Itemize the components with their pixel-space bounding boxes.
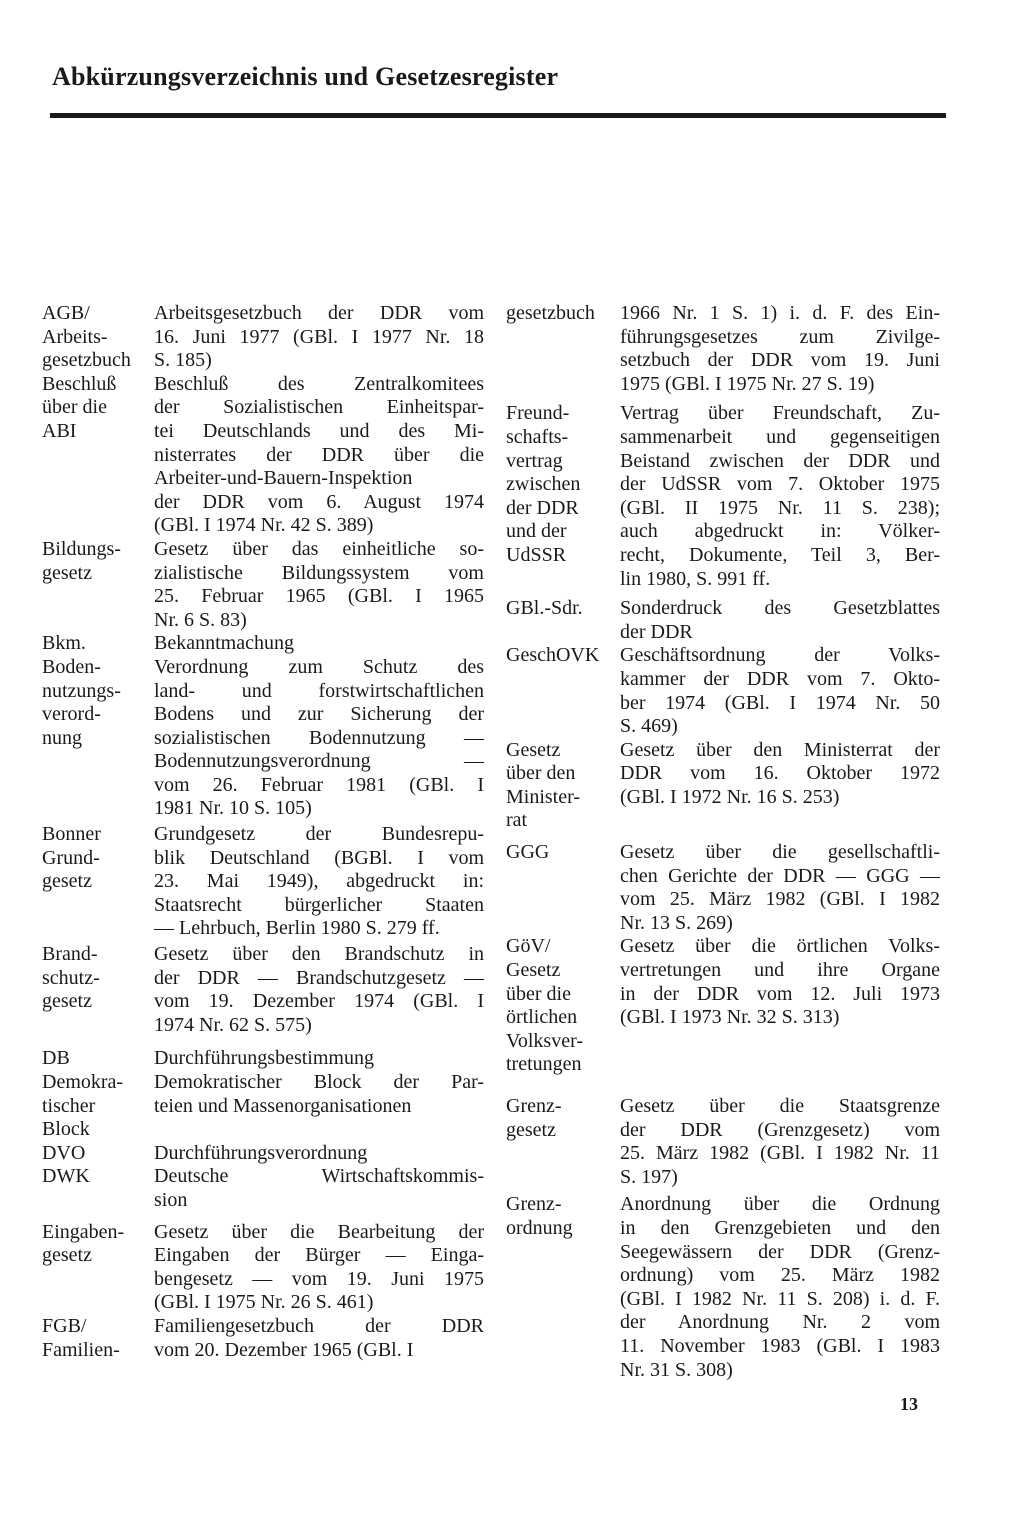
description-line: vom 19. Dezember 1974 (GBl. I [154, 990, 484, 1013]
entry-description [620, 402, 940, 591]
description-line: (GBl. I 1972 Nr. 16 S. 253) [620, 785, 840, 808]
description-line: zialistische Bildungssystem vom [154, 561, 484, 584]
description-line: Gesetz über den Ministerrat der [620, 738, 940, 761]
abbreviation-line: über die [42, 396, 107, 419]
description-line: tei Deutschlands und des Mi- [154, 419, 484, 442]
description-line: Durchführungsbestimmung [154, 1047, 374, 1070]
description-line: Demokratischer Block der Par- [154, 1071, 484, 1093]
description-line: Grundgesetz der Bundesrepu- [154, 823, 484, 846]
page-number: 13 [900, 1394, 918, 1414]
description-line: auch abgedruckt in: Völker- [620, 520, 940, 543]
entry-abbreviation [36, 1165, 154, 1189]
description-line: Vertrag über Freundschaft, Zu- [620, 402, 940, 425]
description-line: vertretungen und ihre Organe [620, 959, 940, 982]
abbreviation-line: GGG [506, 841, 550, 864]
abbreviation-line: Brand- [42, 943, 98, 966]
abbreviation-line: schutz- [42, 966, 100, 989]
entry-abbreviation [498, 739, 620, 833]
abbreviation-line: gesetz [506, 1118, 556, 1141]
description-line: Gesetz über das einheitliche so- [154, 537, 484, 560]
abbreviation-line: gesetz [42, 870, 92, 893]
description-line: Sonderdruck des Gesetzblattes [620, 597, 940, 620]
abbreviation-line: Gesetz [506, 738, 561, 761]
entry-abbreviation [36, 302, 154, 373]
entry-abbreviation [36, 1315, 154, 1362]
entry-description [154, 1165, 484, 1212]
description-line: Beistand zwischen der DDR und [620, 449, 940, 472]
register-entry [498, 739, 940, 833]
abbreviation-line: AGB/ [42, 302, 90, 324]
register-entry [498, 402, 940, 591]
register-entry [36, 823, 484, 941]
entry-description [620, 644, 940, 738]
description-line: lin 1980, S. 991 ff. [620, 567, 771, 590]
description-line: Gesetz über die Bearbeitung der [154, 1220, 484, 1243]
entry-description [154, 632, 484, 656]
description-line: 1975 (GBl. I 1975 Nr. 27 S. 19) [620, 372, 875, 395]
abbreviation-line: der DDR [506, 496, 579, 519]
abbreviation-line: Volksver- [506, 1029, 584, 1052]
abbreviation-line: schafts- [506, 425, 569, 448]
register-entry [36, 373, 484, 538]
entry-abbreviation [36, 1071, 154, 1142]
description-line: 1974 Nr. 62 S. 575) [154, 1013, 312, 1036]
abbreviation-line: über den [506, 762, 576, 785]
description-line: — Lehrbuch, Berlin 1980 S. 279 ff. [154, 917, 440, 940]
description-line: S. 197) [620, 1165, 678, 1188]
description-line: Nr. 13 S. 269) [620, 911, 733, 934]
abbreviation-line: gesetzbuch [506, 302, 595, 324]
abbreviation-line: DVO [42, 1141, 86, 1164]
register-entry [498, 1193, 940, 1382]
description-line: (GBl. I 1975 Nr. 26 S. 461) [154, 1291, 374, 1314]
register-entry [36, 632, 484, 656]
description-line: der DDR (Grenzgesetz) vom [620, 1118, 940, 1141]
description-line: vom 20. Dezember 1965 (GBl. I [154, 1338, 414, 1361]
description-line: 1966 Nr. 1 S. 1) i. d. F. des Ein- [620, 302, 940, 324]
abbreviation-line: Bkm. [42, 632, 86, 655]
description-line: Deutsche Wirtschaftskommis- [154, 1165, 484, 1188]
abbreviation-line: GBl.-Sdr. [506, 597, 583, 620]
entry-abbreviation [498, 935, 620, 1077]
entry-description [154, 1221, 484, 1315]
abbreviation-line: Freund- [506, 402, 570, 425]
description-line: teien und Massenorganisationen [154, 1094, 412, 1117]
abbreviation-line: Grund- [42, 846, 100, 869]
entry-abbreviation [36, 1047, 154, 1071]
entry-abbreviation [498, 302, 620, 326]
register-entry [498, 597, 940, 644]
description-line: land- und forstwirtschaftlichen [154, 679, 484, 702]
abbreviation-line: DB [42, 1047, 70, 1070]
entry-abbreviation [498, 402, 620, 567]
entry-abbreviation [36, 1142, 154, 1166]
abbreviation-line: gesetz [42, 990, 92, 1013]
register-entry [498, 302, 940, 396]
description-line: Eingaben der Bürger — Einga- [154, 1244, 484, 1267]
description-line: Durchführungsverordnung [154, 1141, 368, 1164]
description-line: nisterrates der DDR über die [154, 443, 484, 466]
description-line: S. 185) [154, 349, 212, 372]
abbreviation-line: Demokra- [42, 1071, 124, 1093]
register-entry [498, 1095, 940, 1189]
abbreviation-line: Boden- [42, 655, 101, 678]
abbreviation-line: gesetzbuch [42, 349, 131, 372]
description-line: der UdSSR vom 7. Oktober 1975 [620, 473, 940, 496]
entry-description [154, 538, 484, 632]
entry-abbreviation [498, 644, 620, 668]
description-line: chen Gerichte der DDR — GGG — [620, 864, 940, 887]
description-line: sammenarbeit und gegenseitigen [620, 425, 940, 448]
description-line: kammer der DDR vom 7. Okto- [620, 667, 940, 690]
description-line: der DDR — Brandschutzgesetz — [154, 966, 484, 989]
abbreviation-line: UdSSR [506, 543, 567, 566]
description-line: DDR vom 16. Oktober 1972 [620, 762, 940, 785]
abbreviation-line: Familien- [42, 1338, 120, 1361]
abbreviation-line: gesetz [42, 1244, 92, 1267]
description-line: der DDR [620, 620, 693, 643]
entry-abbreviation [36, 823, 154, 894]
description-line: bengesetz — vom 19. Juni 1975 [154, 1267, 484, 1290]
register-entry [36, 1047, 484, 1071]
abbreviation-line: tretungen [506, 1053, 582, 1076]
entry-description [154, 823, 484, 941]
description-line: Nr. 6 S. 83) [154, 608, 247, 631]
abbreviation-line: Bonner [42, 823, 101, 846]
abbreviation-line: GöV/ [506, 935, 551, 958]
entry-abbreviation [36, 373, 154, 444]
description-line: in den Grenzgebieten und den [620, 1216, 940, 1239]
abbreviation-line: GeschOVK [506, 644, 600, 667]
abbreviation-line: FGB/ [42, 1314, 87, 1337]
description-line: vom 25. März 1982 (GBl. I 1982 [620, 888, 940, 911]
register-entry [36, 1221, 484, 1315]
abbreviation-line: Eingaben- [42, 1220, 125, 1243]
description-line: (GBl. II 1975 Nr. 11 S. 238); [620, 496, 940, 519]
description-line: Gesetz über den Brandschutz in [154, 943, 484, 966]
entry-abbreviation [36, 1221, 154, 1268]
abbreviation-line: vertrag [506, 449, 563, 472]
description-line: Gesetz über die örtlichen Volks- [620, 935, 940, 958]
description-line: der Sozialistischen Einheitspar- [154, 396, 484, 419]
description-line: in der DDR vom 12. Juli 1973 [620, 982, 940, 1005]
abbreviation-line: DWK [42, 1165, 90, 1188]
entry-description [620, 597, 940, 644]
description-line: sozialistischen Bodennutzung — [154, 726, 484, 749]
register-entry [498, 644, 940, 738]
description-line: S. 469) [620, 715, 678, 738]
description-line: vom 26. Februar 1981 (GBl. I [154, 773, 484, 796]
abbreviation-line: verord- [42, 703, 101, 726]
entry-abbreviation [36, 656, 154, 750]
description-line: Staatsrecht bürgerlicher Staaten [154, 893, 484, 916]
description-line: Nr. 31 S. 308) [620, 1358, 733, 1381]
entry-description [154, 302, 484, 373]
entry-description [620, 739, 940, 810]
description-line: 16. Juni 1977 (GBl. I 1977 Nr. 18 [154, 325, 484, 348]
description-line: Bodens und zur Sicherung der [154, 703, 484, 726]
header-rule [50, 113, 946, 118]
abbreviation-line: örtlichen [506, 1006, 578, 1029]
entry-abbreviation [498, 1193, 620, 1240]
abbreviation-line: Grenz- [506, 1095, 562, 1117]
register-entry [36, 302, 484, 373]
description-line: 11. November 1983 (GBl. I 1983 [620, 1334, 940, 1357]
description-line: führungsgesetzes zum Zivilge- [620, 325, 940, 348]
abbreviation-line: über die [506, 982, 571, 1005]
description-line: (GBl. I 1982 Nr. 11 S. 208) i. d. F. [620, 1287, 940, 1310]
entry-abbreviation [36, 632, 154, 656]
right-column [498, 302, 940, 1382]
entry-description [620, 935, 940, 1029]
left-column [36, 302, 484, 1362]
description-line: blik Deutschland (BGBl. I vom [154, 846, 484, 869]
abbreviation-line: Grenz- [506, 1193, 562, 1216]
entry-description [154, 656, 484, 821]
register-entry [36, 656, 484, 821]
description-line: Beschluß des Zentralkomitees [154, 372, 484, 395]
description-line: sion [154, 1188, 188, 1211]
entry-description [620, 1193, 940, 1382]
description-line: der DDR vom 6. August 1974 [154, 490, 484, 513]
description-line: (GBl. I 1973 Nr. 32 S. 313) [620, 1006, 840, 1029]
entry-description [620, 841, 940, 935]
description-line: Verordnung zum Schutz des [154, 655, 484, 678]
abbreviation-line: rat [506, 809, 528, 832]
register-entry [36, 1071, 484, 1142]
description-line: Bodennutzungsverordnung — [154, 750, 484, 773]
register-entry [36, 943, 484, 1037]
register-entry [498, 935, 940, 1077]
description-line: setzbuch der DDR vom 19. Juni [620, 349, 940, 372]
description-line: Arbeitsgesetzbuch der DDR vom [154, 302, 484, 324]
abbreviation-line: gesetz [42, 561, 92, 584]
register-entry [36, 538, 484, 632]
entry-description [620, 302, 940, 396]
description-line: ordnung) vom 25. März 1982 [620, 1264, 940, 1287]
entry-abbreviation [498, 597, 620, 621]
page-title: Abkürzungsverzeichnis und Gesetzesregister [52, 62, 559, 91]
abbreviation-line: Gesetz [506, 959, 561, 982]
description-line: Anordnung über die Ordnung [620, 1193, 940, 1216]
register-entry [36, 1142, 484, 1166]
entry-description [620, 1095, 940, 1189]
description-line: 25. März 1982 (GBl. I 1982 Nr. 11 [620, 1142, 940, 1165]
abbreviation-line: Beschluß [42, 372, 117, 395]
entry-description [154, 1071, 484, 1118]
entry-abbreviation [36, 943, 154, 1014]
description-line: recht, Dokumente, Teil 3, Ber- [620, 543, 940, 566]
description-line: Geschäftsordnung der Volks- [620, 644, 940, 667]
abbreviation-line: nung [42, 726, 82, 749]
abbreviation-line: nutzungs- [42, 679, 121, 702]
description-line: Bekanntmachung [154, 632, 294, 655]
abbreviation-line: und der [506, 520, 567, 543]
entry-description [154, 943, 484, 1037]
description-line: 25. Februar 1965 (GBl. I 1965 [154, 585, 484, 608]
entry-description [154, 1142, 484, 1166]
abbreviation-line: ordnung [506, 1216, 573, 1239]
abbreviation-line: Bildungs- [42, 537, 121, 560]
register-entry [36, 1315, 484, 1362]
description-line: 23. Mai 1949), abgedruckt in: [154, 870, 484, 893]
description-line: (GBl. I 1974 Nr. 42 S. 389) [154, 514, 374, 537]
description-line: Arbeiter-und-Bauern-Inspektion [154, 467, 413, 490]
abbreviation-line: tischer [42, 1094, 96, 1117]
register-entry [498, 841, 940, 935]
entry-abbreviation [498, 841, 620, 865]
abbreviation-line: Arbeits- [42, 325, 108, 348]
description-line: Seegewässern der DDR (Grenz- [620, 1240, 940, 1263]
abbreviation-line: Minister- [506, 785, 581, 808]
description-line: ber 1974 (GBl. I 1974 Nr. 50 [620, 691, 940, 714]
description-line: Familiengesetzbuch der DDR [154, 1314, 484, 1337]
description-line: Gesetz über die gesellschaftli- [620, 841, 940, 864]
abbreviation-line: zwischen [506, 473, 581, 496]
register-entry [36, 1165, 484, 1212]
entry-description [154, 1315, 484, 1362]
description-line: der Anordnung Nr. 2 vom [620, 1311, 940, 1334]
entry-description [154, 1047, 484, 1071]
description-line: Gesetz über die Staatsgrenze [620, 1095, 940, 1117]
abbreviation-line: Block [42, 1118, 90, 1141]
entry-abbreviation [36, 538, 154, 585]
description-line: 1981 Nr. 10 S. 105) [154, 797, 312, 820]
entry-description [154, 373, 484, 538]
abbreviation-line: ABI [42, 419, 77, 442]
entry-abbreviation [498, 1095, 620, 1142]
